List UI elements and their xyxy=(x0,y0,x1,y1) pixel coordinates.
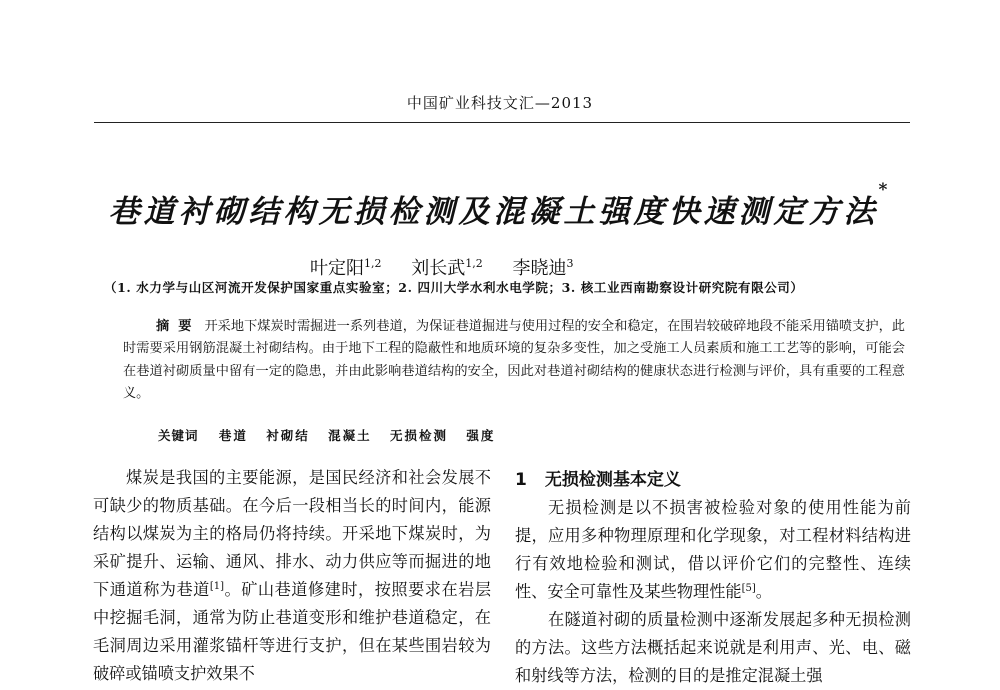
paragraph-text: 无损检测是以不损害被检验对象的使用性能为前提，应用多种物理原理和化学现象，对工程材料结构进行有效地检验和测试，借以评价它们的完整性、连续性、安全可靠性及某些物理性能 xyxy=(515,498,911,601)
author xyxy=(512,258,573,279)
keyword: 混凝土 xyxy=(328,428,372,443)
author-list xyxy=(310,254,730,280)
abstract-label: 摘要 xyxy=(156,319,201,334)
keyword: 巷道 xyxy=(218,428,248,443)
author-affiliation-mark: 1,2 xyxy=(364,257,382,270)
abstract-text: 开采地下煤炭时需掘进一系列巷道，为保证巷道掘进与使用过程的安全和稳定，在围岩较破碎地段不能采用锚喷支护，此时需要采用钢筋混凝土衬砌结构。由于地下工程的隐蔽性和地质环境的复杂多变性，加之受施工人员素质和施工工艺等的影响，可能会在巷道衬砌质量中留有一定的隐患，并由此影响巷道结构的安全，因此对巷道衬砌结构的健康状态进行检测与评价，具有重要的工程意义。 xyxy=(123,319,905,402)
title-footnote-mark: * xyxy=(878,180,892,200)
body-right-column xyxy=(515,466,911,690)
author-affiliation-mark: 3 xyxy=(566,257,574,270)
section-heading xyxy=(515,466,911,494)
body-left-column xyxy=(93,464,491,688)
citation-ref: [1] xyxy=(209,581,224,592)
author xyxy=(310,258,382,279)
keyword: 衬砌结 xyxy=(266,428,310,443)
paragraph-end: 。 xyxy=(755,582,772,601)
abstract xyxy=(123,316,905,406)
section-paragraph xyxy=(515,494,911,606)
section-number: 1 xyxy=(515,470,527,490)
author-name: 李晓迪 xyxy=(512,258,567,279)
author-name: 叶定阳 xyxy=(310,258,364,279)
title-text: 巷道衬砌结构无损检测及混凝土强度快速测定方法 xyxy=(108,194,879,230)
section-paragraph: 在隧道衬砌的质量检测中逐渐发展起多种无损检测的方法。这些方法概括起来说就是利用声、光、电、磁和射线等方法，检测的目的是推定混凝土强 xyxy=(515,610,911,685)
keyword: 强度 xyxy=(466,428,496,443)
citation-ref: [5] xyxy=(741,583,756,594)
section-title: 无损检测基本定义 xyxy=(544,470,681,490)
keyword: 无损检测 xyxy=(390,428,449,443)
keywords xyxy=(158,426,758,444)
affiliations: （1. 水力学与山区河流开发保护国家重点实验室；2. 四川大学水利水电学院；3. 核工业西南勘察设计研究院有限公司） xyxy=(104,280,804,295)
header-rule xyxy=(94,122,910,123)
journal-header: 中国矿业科技文汇—2013 xyxy=(406,94,594,112)
paper-title xyxy=(90,180,910,231)
author-affiliation-mark: 1,2 xyxy=(465,257,483,270)
keywords-label: 关键词 xyxy=(158,428,199,443)
intro-paragraph-part2: 。矿山巷道修建时，按照要求在岩层中挖掘毛洞，通常为防止巷道变形和维护巷道稳定，在毛洞周边采用灌浆锚杆等进行支护，但在某些围岩较为破碎或锚喷支护效果不 xyxy=(93,580,492,683)
author xyxy=(411,258,483,279)
intro-paragraph-part1: 煤炭是我国的主要能源，是国民经济和社会发展不可缺少的物质基础。在今后一段相当长的时间内，能源结构以煤炭为主的格局仍将持续。开采地下煤炭时，为采矿提升、运输、通风、排水、动力供应等而掘进的地下通道称为巷道 xyxy=(93,468,491,599)
author-name: 刘长武 xyxy=(411,258,466,279)
